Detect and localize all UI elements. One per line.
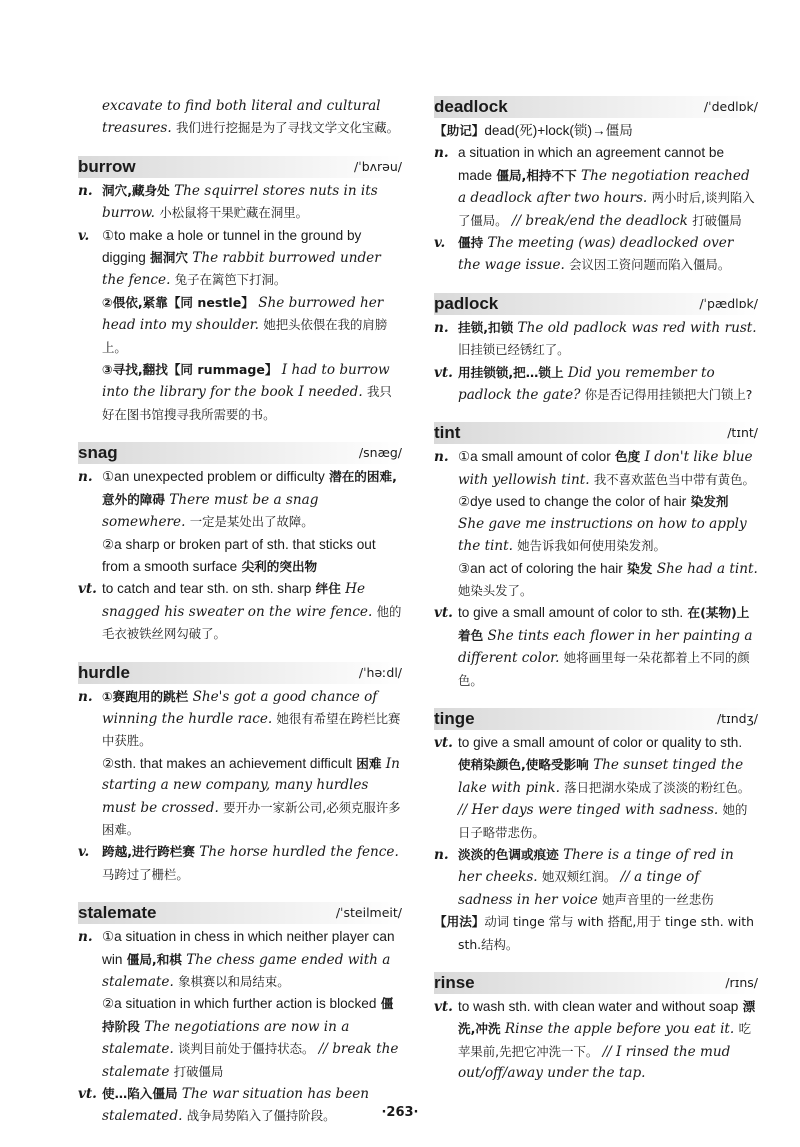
definition-en: to give a small amount of color to sth. [458, 605, 684, 621]
sense-noun-1 [434, 446, 758, 491]
sense-verb [434, 232, 758, 277]
example-zh: 象棋赛以和局结束。 [178, 974, 290, 989]
example-zh: 她染头发了。 [458, 582, 533, 598]
phonetic: /ˈhəːdl/ [358, 664, 402, 680]
headword: snag [78, 443, 118, 463]
phonetic: /ˈsteilmeit/ [335, 905, 402, 921]
headword-bar [78, 902, 402, 924]
sense-noun-2 [434, 491, 758, 557]
headword-bar [434, 293, 758, 315]
pos-label: v. [434, 235, 446, 252]
example-en: The negotiations are now in a stalemate. [102, 1018, 350, 1058]
pos-label: v. [78, 844, 90, 861]
pos-label: n. [78, 469, 93, 486]
example-zh: 她把头依偎在我的肩膀上。 [102, 317, 388, 355]
example-zh: 我不喜欢蓝色当中带有黄色。 [593, 471, 755, 487]
sense-vt [78, 578, 402, 645]
example-zh: 吃苹果前,先把它冲洗一下。 [458, 1021, 751, 1059]
pos-label: vt. [78, 1086, 97, 1103]
entry-stalemate [78, 902, 402, 1128]
definition-zh: ②偎依,紧靠【同 nestle】 [102, 294, 254, 310]
example-en: There is a tinge of red in her cheeks. [458, 846, 734, 886]
definition-zh: 色度 [615, 449, 641, 465]
example-en: The horse hurdled the fence. [199, 844, 399, 861]
example-zh-2: 她声音里的一丝悲伤 [602, 891, 714, 907]
definition-zh: 使…陷入僵局 [102, 1086, 178, 1102]
definition-en: to give a small amount of color or quality to sth. [458, 734, 743, 750]
entry-hurdle [78, 662, 402, 887]
sense-vt [434, 732, 758, 844]
definition-en: ③an act of coloring the hair [458, 560, 623, 576]
example-zh: 她很有希望在跨栏比赛中获胜。 [102, 710, 401, 749]
sense-noun-2 [78, 753, 402, 842]
example-en-2: // I rinsed the mud out/off/away under the tap. [458, 1043, 731, 1082]
definition-zh: ③寻找,翻找【同 rummage】 [102, 362, 278, 378]
example-zh: 你是否记得用挂锁把大门锁上? [584, 387, 753, 403]
headword: tinge [434, 708, 475, 728]
entry-deadlock [434, 96, 758, 277]
pos-label: v. [78, 227, 90, 244]
sense-vt [434, 602, 758, 692]
definition-zh: 洞穴,藏身处 [102, 182, 170, 198]
usage-note [434, 911, 758, 956]
phonetic: /snæg/ [358, 445, 402, 461]
pos-label: n. [434, 145, 449, 162]
example-en: I had to burrow into the library for the book I needed. [102, 362, 390, 401]
sense-verb [78, 841, 402, 886]
entry-snag [78, 442, 402, 645]
definition-zh: 染发剂 [690, 494, 729, 510]
example-en: She's got a good chance of winning the hurdle race. [102, 688, 378, 727]
usage-text: 动词 tinge 常与 with 搭配,用于 tinge sth. with sth.结构。 [458, 914, 754, 952]
definition-en: ①to make a hole or tunnel in the ground by digging [102, 227, 362, 266]
example-en: The squirrel stores nuts in its burrow. [102, 182, 378, 222]
example-en: She burrowed her head into my shoulder. [102, 294, 384, 334]
sense-noun-1 [78, 926, 402, 993]
definition-zh: 使稍染颜色,使略受影响 [458, 757, 589, 773]
example-zh-2: 她的日子略带悲伤。 [458, 802, 748, 840]
pos-label: vt. [434, 734, 453, 751]
example-zh: 旧挂锁已经锈红了。 [458, 342, 570, 358]
phonetic: /ˈbʌrəu/ [354, 158, 402, 174]
example-en: In starting a new company, many hurdles must be crossed. [102, 755, 400, 816]
right-column [434, 96, 758, 1085]
example-en-2: // a tinge of sadness in her voice [458, 869, 700, 908]
example-zh: 兔子在篱笆下打洞。 [174, 272, 287, 288]
example-en: excavate to find both literal and cultural treasures. [102, 98, 381, 137]
headword-bar [434, 422, 758, 444]
sense-noun-1 [78, 466, 402, 533]
definition-zh: 漂洗,冲洗 [458, 999, 756, 1037]
usage-tag: 【用法】 [434, 914, 485, 930]
definition-en: ①a situation in chess in which neither player can win [102, 929, 395, 967]
phonetic: /tɪnt/ [727, 425, 758, 441]
example-en: The chess game ended with a stalemate. [102, 951, 391, 990]
definition-en: ②sth. that makes an achievement difficult [102, 755, 352, 771]
example-zh: 两小时后,谈判陷入了僵局。 [458, 190, 755, 228]
definition-en: ①an unexpected problem or difficulty [102, 469, 325, 485]
definition-zh: 僵局,相持不下 [496, 167, 577, 183]
example-en-2: // Her days were tinged with sadness. [458, 802, 719, 819]
example-en-2: // break the stalemate [102, 1041, 399, 1080]
entry-padlock [434, 293, 758, 407]
headword-bar [78, 156, 402, 178]
sense-noun-2 [78, 993, 402, 1083]
example-zh: 我只好在图书馆搜寻我所需要的书。 [102, 384, 392, 422]
definition-zh: 潜在的困难,意外的障碍 [102, 469, 397, 507]
definition-zh: 绊住 [315, 581, 341, 597]
definition-zh: 掘洞穴 [150, 250, 188, 266]
example-zh: 落日把湖水染成了淡淡的粉红色。 [564, 779, 751, 795]
example-zh: 马跨过了栅栏。 [102, 866, 189, 882]
example-zh: 她双颊红润。 [541, 869, 617, 885]
sense-noun [434, 844, 758, 911]
example-en: Did you remember to padlock the gate? [458, 364, 715, 404]
example-en: The negotiation reached a deadlock after two hours. [458, 167, 750, 207]
entry-burrow [78, 156, 402, 426]
example-zh: 她告诉我如何使用染发剂。 [517, 538, 666, 554]
definition-en: to catch and tear sth. on sth. sharp [102, 581, 312, 597]
definition-en: ②a situation in which further action is blocked [102, 996, 377, 1012]
pos-label: n. [434, 319, 449, 336]
example-zh: 他的毛衣被铁丝网勾破了。 [102, 603, 402, 642]
definition-en: ①a small amount of color [458, 449, 611, 465]
headword-bar [434, 96, 758, 118]
example-en: I don't like blue with yellowish tint. [458, 449, 753, 488]
example-en: The war situation has been stalemated. [102, 1086, 370, 1125]
example-en: The sunset tinged the lake with pink. [458, 757, 744, 796]
example-en-2: // break/end the deadlock [511, 212, 688, 229]
definition-zh: 僵持 [458, 235, 484, 251]
headword: deadlock [434, 97, 508, 116]
example-en: She had a tint. [656, 560, 758, 577]
sense-noun [434, 317, 758, 362]
phonetic: /tɪndʒ/ [716, 710, 758, 726]
definition-zh: 淡淡的色调或痕迹 [458, 846, 559, 862]
definition-zh: 僵持阶段 [102, 996, 394, 1034]
sense-noun-1 [78, 686, 402, 753]
pos-label: vt. [78, 581, 97, 598]
sense-noun [78, 180, 402, 225]
pos-label: n. [434, 846, 449, 863]
headword: burrow [78, 156, 136, 176]
example-zh-2: 打破僵局 [692, 212, 742, 228]
entry-tint [434, 422, 758, 691]
definition-en: to wash sth. with clean water and without soap [458, 999, 739, 1014]
definition-en: ②dye used to change the color of hair [458, 494, 687, 510]
example-zh: 小松鼠将干果贮藏在洞里。 [159, 205, 308, 221]
page-number: ·263· [381, 1105, 419, 1120]
sense-verb-3 [78, 359, 402, 426]
definition-zh: ①赛跑用的跳栏 [102, 688, 189, 704]
definition-zh: 在(某物)上着色 [458, 605, 750, 643]
example-en: She gave me instructions on how to apply the tint. [458, 515, 747, 555]
example-zh: 一定是某处出了故障。 [189, 514, 314, 530]
headword: stalemate [78, 903, 157, 923]
example-zh: 谈判目前处于僵持状态。 [178, 1041, 315, 1057]
sense-verb-2 [78, 292, 402, 359]
headword: padlock [434, 293, 499, 313]
pos-label: vt. [434, 999, 453, 1015]
sense-noun-2 [78, 534, 402, 579]
headword-bar [78, 662, 402, 684]
example-en: There must be a snag somewhere. [102, 491, 319, 531]
entry-tinge [434, 708, 758, 956]
headword: hurdle [78, 662, 130, 682]
intro-continuation [78, 96, 402, 140]
definition-zh: 染发 [627, 560, 653, 576]
pos-label: vt. [434, 605, 453, 622]
sense-verb-1 [78, 225, 402, 292]
definition-zh: 尖利的突出物 [241, 558, 318, 574]
headword: rinse [434, 973, 475, 992]
definition-zh: 用挂锁锁,把…锁上 [458, 364, 564, 380]
sense-noun-3 [434, 558, 758, 603]
example-en: Rinse the apple before you eat it. [504, 1021, 735, 1038]
headword-bar [434, 972, 758, 994]
pos-label: n. [78, 688, 93, 705]
example-zh: 她将画里每一朵花都着上不同的颜色。 [458, 650, 750, 688]
mnemonic-note [434, 120, 758, 142]
headword-bar [434, 708, 758, 730]
example-en: She tints each flower in her painting a different color. [458, 627, 753, 667]
phonetic: /ˈpædlɒk/ [699, 295, 758, 311]
left-column [78, 96, 402, 1128]
definition-en: ②a sharp or broken part of sth. that sticks out from a smooth surface [102, 536, 376, 574]
example-zh: 我们进行挖掘是为了寻找文学文化宝藏。 [176, 120, 400, 136]
example-en: The old padlock was red with rust. [517, 319, 757, 336]
phonetic: /ˈdedlɒk/ [703, 99, 758, 114]
example-en: He snagged his sweater on the wire fence. [102, 581, 373, 620]
example-zh: 要开办一家新公司,必须克服许多困难。 [102, 799, 401, 837]
definition-en: a situation in which an agreement cannot be made [458, 145, 725, 183]
definition-zh: 困难 [356, 755, 382, 771]
example-en: The meeting (was) deadlocked over the wage issue. [458, 235, 734, 274]
mnemonic-text: dead(死)+lock(锁)→僵局 [484, 123, 633, 138]
sense-noun [434, 142, 758, 232]
example-zh: 会议因工资问题而陷入僵局。 [569, 257, 731, 273]
sense-vt [434, 362, 758, 407]
sense-vt [434, 996, 758, 1085]
definition-zh: 挂锁,扣锁 [458, 319, 514, 335]
headword-bar [78, 442, 402, 464]
example-en: The rabbit burrowed under the fence. [102, 250, 381, 289]
phonetic: /rɪns/ [725, 975, 758, 990]
pos-label: vt. [434, 364, 453, 381]
pos-label: n. [434, 449, 449, 466]
definition-zh: 僵局,和棋 [126, 951, 182, 967]
entry-rinse [434, 972, 758, 1085]
pos-label: n. [78, 929, 93, 946]
headword: tint [434, 423, 461, 443]
example-zh: 战争局势陷入了僵持阶段。 [186, 1108, 336, 1124]
pos-label: n. [78, 182, 93, 199]
example-zh-2: 打破僵局 [173, 1063, 224, 1079]
definition-zh: 跨越,进行跨栏赛 [102, 844, 195, 860]
mnemonic-tag: 【助记】 [434, 123, 485, 138]
